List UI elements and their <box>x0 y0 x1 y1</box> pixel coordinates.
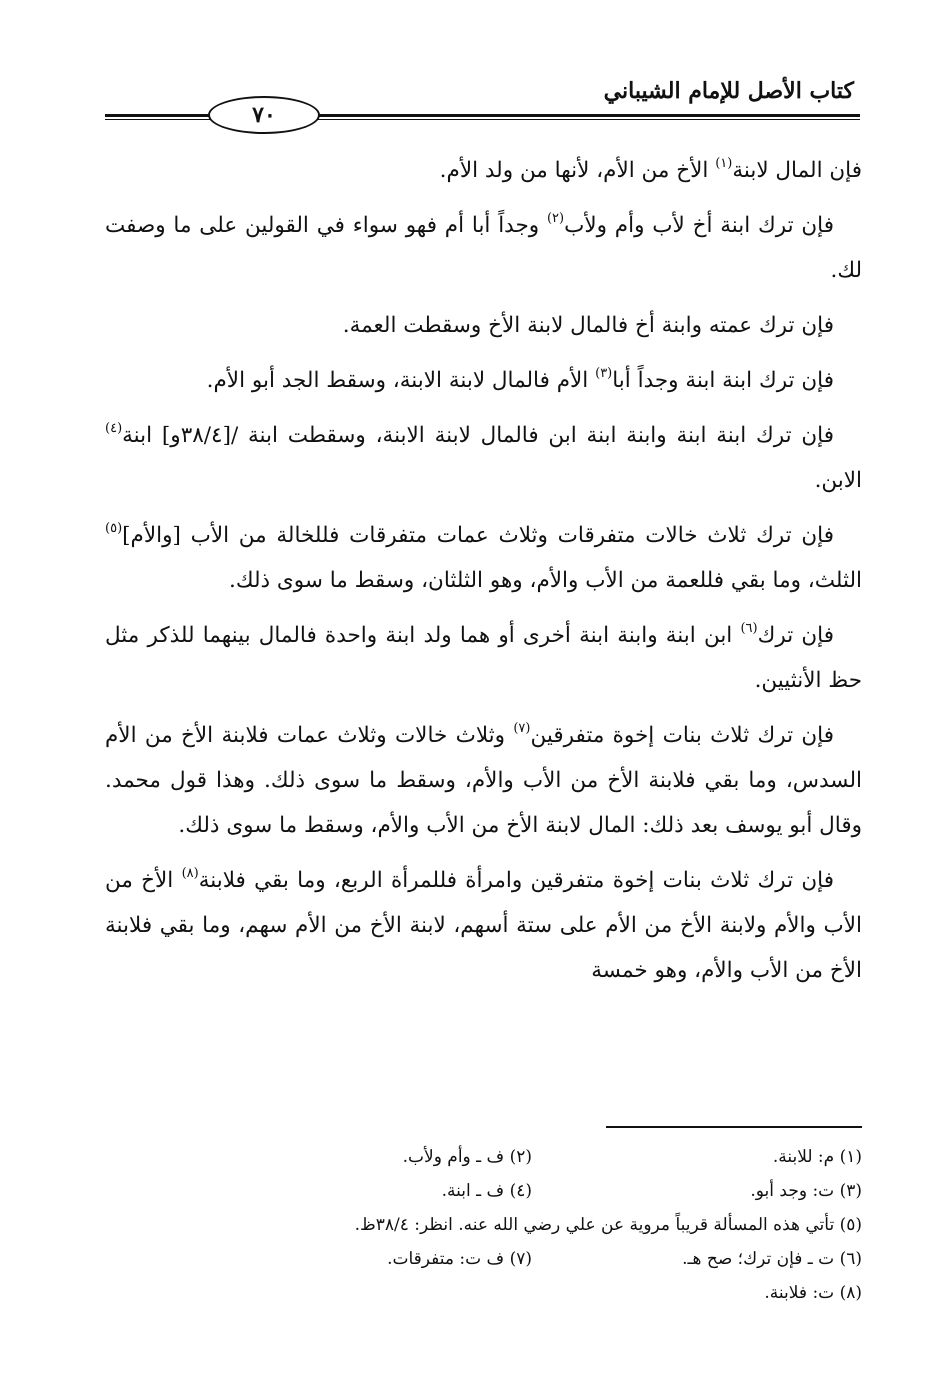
text-run: فإن ترك ثلاث بنات إخوة متفرقين وامرأة فللمرأة الربع، وما بقي فلابنة <box>198 868 834 893</box>
footnote-6: (٦) ت ـ فإن ترك؛ صح هـ. <box>682 1249 862 1269</box>
footnote-7: (٧) ف ت: متفرقات. <box>387 1249 532 1269</box>
text-run: فإن ترك ابنة أخ لأب وأم ولأب <box>564 213 834 238</box>
footnote-marker: (٨) <box>181 866 199 881</box>
footnote-1: (١) م: للابنة. <box>772 1147 862 1167</box>
footnote-2: (٢) ف ـ وأم ولأب. <box>402 1147 532 1167</box>
text-run: وجداً أبا أم فهو سواء في القولين على ما وصفت لك. <box>105 213 862 283</box>
text-run: وثلاث خالات وثلاث عمات فلابنة الأخ من الأم السدس، وما بقي فلابنة الأخ من الأب والأم، وسقط ما سوى ذلك. وهذا قول محمد. وقال أبو يوسف بعد ذلك: المال لابنة الأخ من الأب والأم، وسقط ما سوى ذلك. <box>105 723 862 838</box>
footnote-separator <box>606 1126 862 1128</box>
footnote-marker: (٤) <box>105 421 123 436</box>
paragraph <box>105 413 862 503</box>
text-run: الثلث، وما بقي فللعمة من الأب والأم، وهو الثلثان، وسقط ما سوى ذلك. <box>229 568 862 593</box>
footnote-3: (٣) ت: وجد أبو. <box>750 1181 862 1201</box>
footnote-marker: (٧) <box>513 721 531 736</box>
footnote-8: (٨) ت: فلابنة. <box>764 1283 862 1303</box>
text-run: ابن ابنة وابنة ابنة أخرى أو هما ولد ابنة واحدة فالمال بينهما للذكر مثل حظ الأنثيين. <box>105 623 862 693</box>
text-run: فإن ترك ثلاث بنات إخوة متفرقين <box>530 723 834 748</box>
paragraph <box>105 613 862 703</box>
paragraph <box>105 713 862 848</box>
footnote-4: (٤) ف ـ ابنة. <box>441 1181 532 1201</box>
text-run: الأخ من الأم، لأنها من ولد الأم. <box>439 158 716 183</box>
paragraph <box>105 303 862 348</box>
text-run: فإن ترك ثلاث خالات متفرقات وثلاث عمات متفرقات فللخالة من الأب [والأم] <box>122 523 834 548</box>
main-text <box>105 148 862 1003</box>
footnote-5: (٥) تأتي هذه المسألة قريباً مروية عن علي رضي الله عنه. انظر: ٣٨/٤ظ. <box>354 1215 862 1235</box>
footnotes <box>105 1140 862 1310</box>
running-header-title: كتاب الأصل للإمام الشيباني <box>603 78 854 104</box>
text-run: فإن ترك <box>757 623 834 648</box>
page-number: ٧٠ <box>208 96 320 134</box>
paragraph <box>105 203 862 293</box>
paragraph <box>105 148 862 193</box>
footnote-marker: (٣) <box>595 366 613 381</box>
footnote-marker: (٦) <box>740 621 758 636</box>
footnote-marker: (١) <box>715 156 733 171</box>
text-run: فإن المال لابنة <box>732 158 862 183</box>
text-run: فإن ترك ابنة ابنة وجداً أبا <box>612 368 834 393</box>
text-run: الأخ من الأب والأم ولابنة الأخ من الأم على ستة أسهم، لابنة الأخ من الأم سهم، وما بقي فلابنة الأخ من الأب والأم، وهو خمسة <box>105 868 862 983</box>
paragraph <box>105 858 862 993</box>
footnote-marker: (٥) <box>105 521 123 536</box>
text-run: الأم فالمال لابنة الابنة، وسقط الجد أبو الأم. <box>206 368 596 393</box>
paragraph <box>105 513 862 603</box>
text-run: الابن. <box>814 468 862 493</box>
footnote-marker: (٢) <box>546 211 565 226</box>
paragraph <box>105 358 862 403</box>
text-run: فإن ترك عمته وابنة أخ فالمال لابنة الأخ وسقطت العمة. <box>342 313 834 338</box>
text-run: فإن ترك ابنة ابنة وابنة ابنة ابن فالمال لابنة الابنة، وسقطت ابنة /[٣٨/٤و] ابنة <box>122 423 834 448</box>
